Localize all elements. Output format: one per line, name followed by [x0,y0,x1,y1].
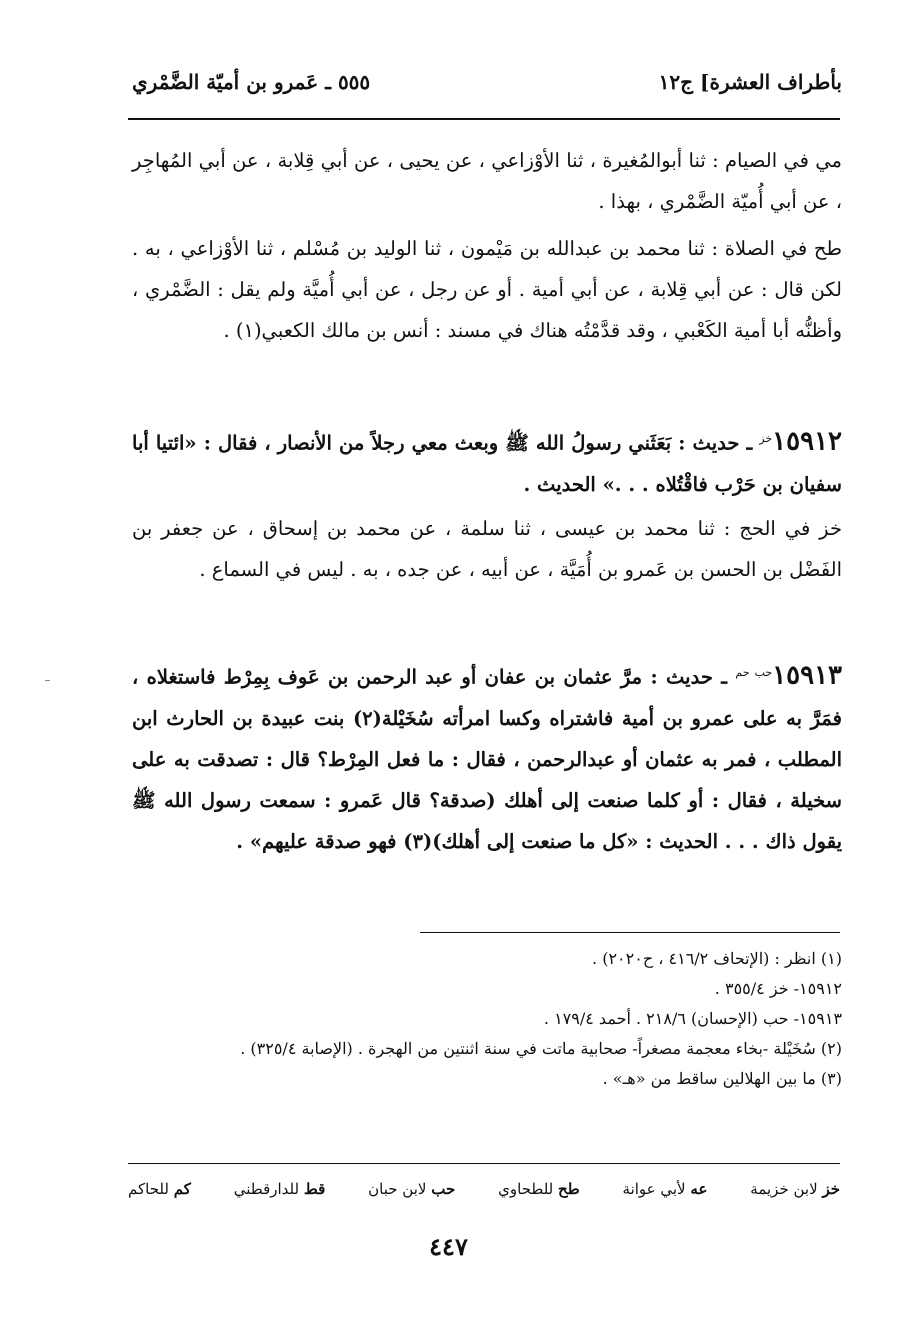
margin-mark [45,680,50,681]
hadith-text: ـ حديث : بَعَثَني رسولُ الله ﷺ وبعث معي رجلاً من الأنصار ، فقال : «ائتيا أبا سفيان بن حَرْب فاقْتُلاه . . .» الحديث . [132,431,842,496]
footnote: ١٥٩١٣- حب (الإحسان) ٢١٨/٦ . أحمد ١٧٩/٤ . [543,1009,842,1028]
abbrev-item: حب لابن حبان [368,1180,456,1198]
abbrev-item: طح للطحاوي [498,1180,580,1198]
hadith-text: ـ حديث : مرَّ عثمان بن عفان أو عبد الرحمن بن عَوف بِمِرْط فاستغلاه ، فمَرَّ به على عمرو بن أمية فاشتراه وكسا امرأته سُخَيْلة(٢) بنت عبيدة بن الحارث ابن المطلب ، فمر به عثمان أو عبدالرحمن ، فقال : ما فعل المِرْط؟ قال : تصدقت به على سخيلة ، فقال : أو كلما صنعت إلى أهلك (صدقة؟ قال عَمرو : سمعت رسول الله ﷺ يقول ذاك . . . الحديث : «كل ما صنعت إلى أهلك)(٣) فهو صدقة عليهم» . [132,665,842,853]
footnotes [132,944,842,1094]
abbreviation-key [128,1180,840,1198]
footnote: (٣) ما بين الهلالين ساقط من «هـ» . [602,1069,842,1088]
abbrev-item: عه لأبي عوانة [622,1180,708,1198]
running-header [132,62,842,110]
footnote: (١) انظر : (الإتحاف ٤١٦/٢ ، ح٢٠٢٠) . [592,949,842,968]
footnote: ١٥٩١٢- خز ٣٥٥/٤ . [714,979,842,998]
intro-paragraph-2: طح في الصلاة : ثنا محمد بن عبدالله بن مَيْمون ، ثنا الوليد بن مُسْلم ، ثنا الأوْزاعي ، به . لكن قال : عن أبي قِلابة ، عن أبي أمية . أو عن رجل ، عن أبي أُميَّة ولم يقل : الضَّمْري ، وأظنُّه أبا أمية الكَعْبي ، وقد قدَّمْتُه هناك في مسند : أنس بن مالك الكعبي(١) . [132,237,842,342]
abbrev-rule [128,1163,840,1164]
footnote: (٢) سُخَيْلة -بخاء معجمة مصغراً- صحابية ماتت في سنة اثنتين من الهجرة . (الإصابة ٣٢٥/٤) . [240,1039,842,1058]
abbrev-item: خز لابن خزيمة [750,1180,840,1198]
hadith-15913 [132,652,842,862]
hadith-number: ١٥٩١٢ [772,426,842,457]
hadith-number: ١٥٩١٣ [772,660,843,691]
source-symbol: خز [759,432,773,445]
footnote-rule [420,932,840,933]
hadith-15912-source: خز في الحج : ثنا محمد بن عيسى ، ثنا سلمة ، عن محمد بن إسحاق ، عن جعفر بن الفَضْل بن الحسن بن عَمرو بن أُمَيَّة ، عن أبيه ، عن جده ، به . ليس في السماع . [132,517,842,581]
intro-paragraph-1: مي في الصيام : ثنا أبوالمُغيرة ، ثنا الأوْزاعي ، عن يحيى ، عن أبي قِلابة ، عن أبي المُهاجِر ، عن أبي أُميّة الضَّمْري ، بهذا . [132,149,842,213]
source-symbol: حب حم [735,666,773,679]
header-rule [128,118,840,120]
page-number: ٤٤٧ [429,1232,468,1261]
abbrev-item: قط للدارقطني [233,1180,326,1198]
header-section-title: ٥٥٥ ـ عَمرو بن أميّة الضَّمْري [132,70,371,94]
abbrev-item: كم للحاكم [128,1180,191,1198]
hadith-15912 [132,418,842,505]
header-book-title: بأطراف العشرة] ج١٢ [658,70,842,94]
